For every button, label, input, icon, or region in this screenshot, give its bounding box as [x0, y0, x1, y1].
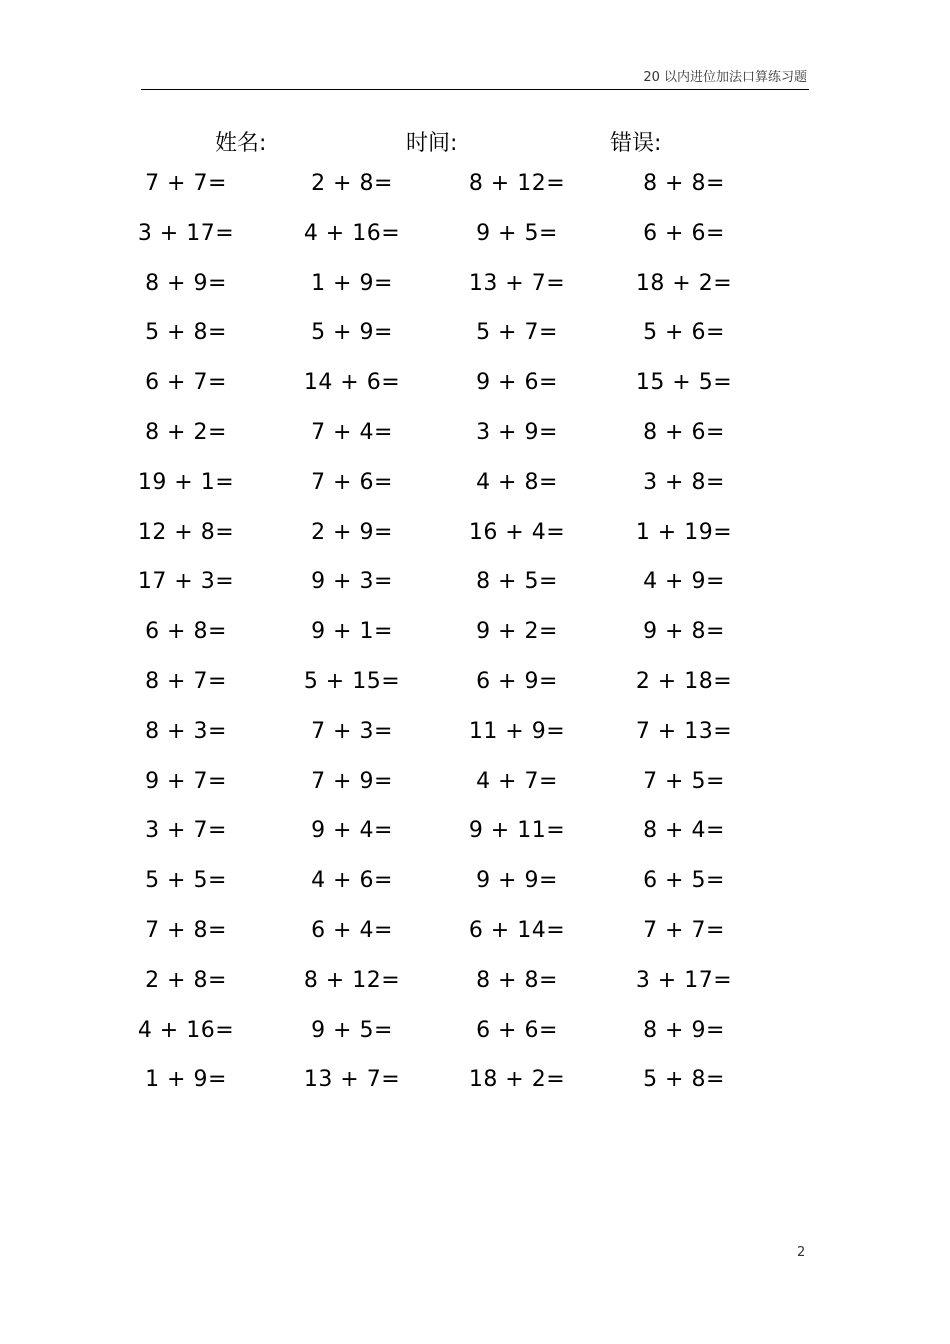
addition-problem: 6 + 8= — [145, 619, 227, 645]
addition-problem: 6 + 4= — [311, 917, 393, 943]
addition-problem: 3 + 8= — [643, 469, 725, 495]
addition-problem: 7 + 6= — [311, 469, 393, 495]
addition-problem: 3 + 7= — [145, 818, 227, 844]
addition-problem: 5 + 8= — [643, 1067, 725, 1093]
addition-problem: 18 + 2= — [635, 270, 733, 296]
problem-row — [0, 918, 950, 968]
addition-problem: 2 + 18= — [635, 668, 733, 694]
problem-row — [0, 470, 950, 520]
time-label: 时间: — [406, 131, 458, 156]
addition-problem: 7 + 7= — [145, 171, 227, 196]
problem-row — [0, 619, 950, 669]
addition-problem: 1 + 9= — [145, 1067, 227, 1093]
problem-row — [0, 271, 950, 321]
addition-problem: 1 + 9= — [311, 270, 393, 296]
addition-problem: 15 + 5= — [635, 370, 733, 396]
addition-problem: 5 + 5= — [145, 868, 227, 894]
addition-problem: 7 + 3= — [311, 718, 393, 744]
addition-problem: 8 + 12= — [303, 967, 401, 993]
addition-problem: 13 + 7= — [468, 270, 566, 296]
addition-problem: 8 + 2= — [145, 419, 227, 445]
addition-problem: 4 + 16= — [303, 220, 401, 246]
document-header-title: 20 以内进位加法口算练习题 — [643, 70, 807, 85]
addition-problem: 6 + 14= — [468, 917, 566, 943]
addition-problem: 4 + 6= — [311, 868, 393, 894]
addition-problem: 7 + 8= — [145, 917, 227, 943]
addition-problem: 8 + 4= — [643, 818, 725, 844]
addition-problem: 18 + 2= — [468, 1067, 566, 1093]
addition-problem: 7 + 9= — [311, 768, 393, 794]
addition-problem: 5 + 9= — [311, 320, 393, 346]
addition-problem: 2 + 9= — [311, 519, 393, 545]
addition-problem: 8 + 5= — [476, 569, 558, 595]
addition-problem: 4 + 16= — [137, 1017, 235, 1043]
addition-problem: 5 + 15= — [303, 668, 401, 694]
addition-problem: 6 + 6= — [643, 220, 725, 246]
addition-problem: 6 + 6= — [476, 1017, 558, 1043]
addition-problem: 8 + 3= — [145, 718, 227, 744]
problem-row — [0, 370, 950, 420]
addition-problem: 9 + 1= — [311, 619, 393, 645]
problem-row — [0, 171, 950, 221]
addition-problem: 4 + 8= — [476, 469, 558, 495]
problem-row — [0, 868, 950, 918]
addition-problem: 6 + 9= — [476, 668, 558, 694]
problem-row — [0, 569, 950, 619]
header-divider — [141, 89, 809, 90]
addition-problem: 2 + 8= — [145, 967, 227, 993]
addition-problem: 7 + 5= — [643, 768, 725, 794]
addition-problem: 9 + 6= — [476, 370, 558, 396]
addition-problem: 5 + 6= — [643, 320, 725, 346]
addition-problem: 7 + 13= — [635, 718, 733, 744]
addition-problem: 17 + 3= — [137, 569, 235, 595]
addition-problem: 8 + 8= — [643, 171, 725, 196]
problem-row — [0, 769, 950, 819]
problem-grid — [0, 171, 950, 1117]
addition-problem: 9 + 4= — [311, 818, 393, 844]
addition-problem: 6 + 7= — [145, 370, 227, 396]
addition-problem: 8 + 12= — [468, 171, 566, 196]
addition-problem: 3 + 9= — [476, 419, 558, 445]
addition-problem: 9 + 5= — [476, 220, 558, 246]
addition-problem: 8 + 8= — [476, 967, 558, 993]
problem-row — [0, 818, 950, 868]
addition-problem: 16 + 4= — [468, 519, 566, 545]
addition-problem: 9 + 11= — [468, 818, 566, 844]
addition-problem: 5 + 8= — [145, 320, 227, 346]
addition-problem: 4 + 9= — [643, 569, 725, 595]
addition-problem: 1 + 19= — [635, 519, 733, 545]
problem-row — [0, 320, 950, 370]
addition-problem: 13 + 7= — [303, 1067, 401, 1093]
addition-problem: 19 + 1= — [137, 469, 235, 495]
addition-problem: 3 + 17= — [137, 220, 235, 246]
addition-problem: 6 + 5= — [643, 868, 725, 894]
addition-problem: 11 + 9= — [468, 718, 566, 744]
addition-problem: 7 + 4= — [311, 419, 393, 445]
errors-label: 错误: — [610, 131, 662, 156]
addition-problem: 2 + 8= — [311, 171, 393, 196]
addition-problem: 9 + 5= — [311, 1017, 393, 1043]
addition-problem: 8 + 9= — [145, 270, 227, 296]
problem-row — [0, 1018, 950, 1068]
problem-row — [0, 520, 950, 570]
student-info-row — [0, 126, 950, 160]
addition-problem: 8 + 6= — [643, 419, 725, 445]
problem-row — [0, 669, 950, 719]
addition-problem: 8 + 9= — [643, 1017, 725, 1043]
problem-row — [0, 221, 950, 271]
problem-row — [0, 719, 950, 769]
addition-problem: 12 + 8= — [137, 519, 235, 545]
page-number: 2 — [797, 1245, 806, 1260]
problem-row — [0, 420, 950, 470]
addition-problem: 4 + 7= — [476, 768, 558, 794]
addition-problem: 9 + 3= — [311, 569, 393, 595]
addition-problem: 5 + 7= — [476, 320, 558, 346]
name-label: 姓名: — [215, 131, 267, 156]
problem-row — [0, 968, 950, 1018]
addition-problem: 9 + 2= — [476, 619, 558, 645]
problem-row — [0, 1067, 950, 1117]
addition-problem: 9 + 8= — [643, 619, 725, 645]
addition-problem: 7 + 7= — [643, 917, 725, 943]
addition-problem: 8 + 7= — [145, 668, 227, 694]
addition-problem: 3 + 17= — [635, 967, 733, 993]
addition-problem: 9 + 9= — [476, 868, 558, 894]
addition-problem: 9 + 7= — [145, 768, 227, 794]
addition-problem: 14 + 6= — [303, 370, 401, 396]
